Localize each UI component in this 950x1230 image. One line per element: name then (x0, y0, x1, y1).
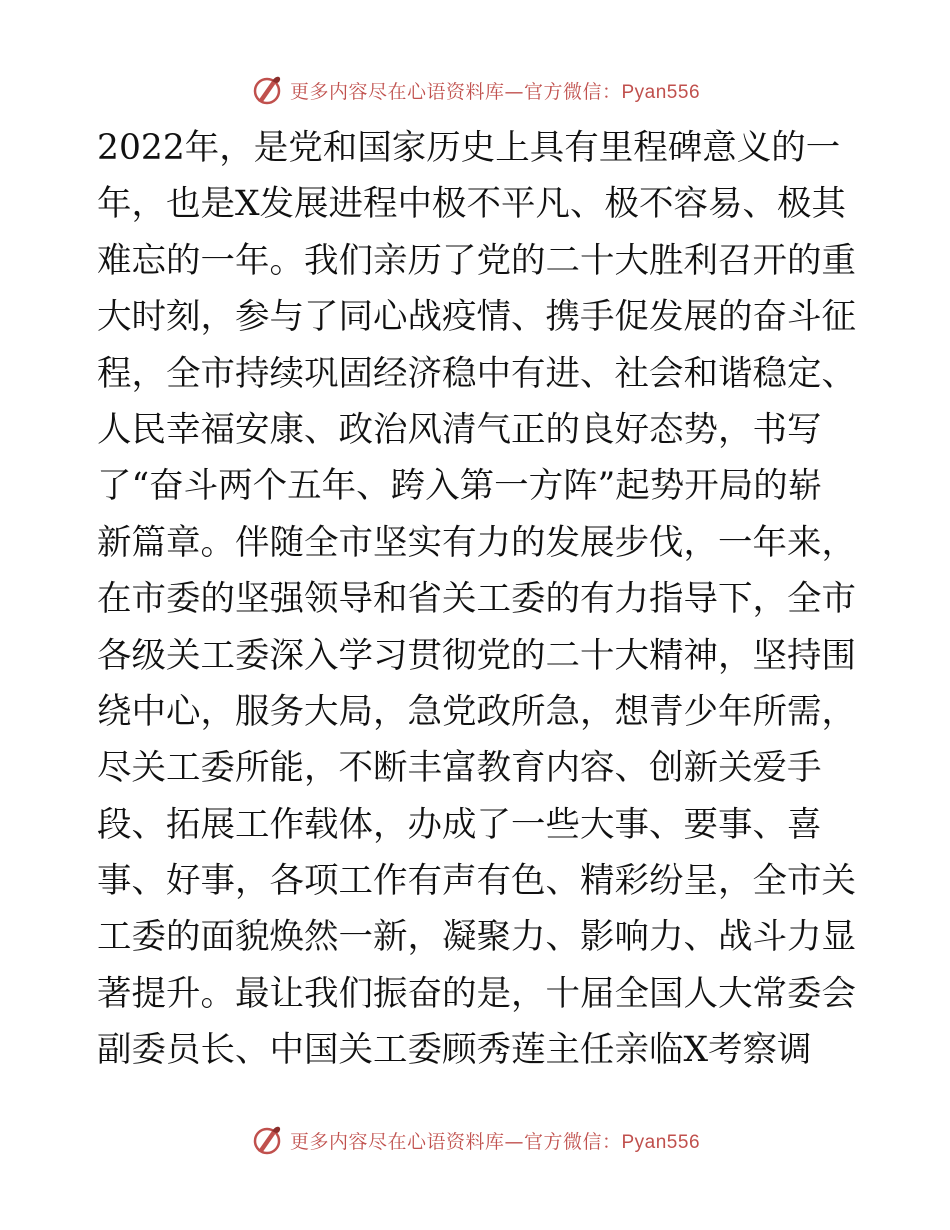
text-line: 工委的面貌焕然一新，凝聚力、影响力、战斗力显 (97, 917, 856, 958)
text-line: 段、拓展工作载体，办成了一些大事、要事、喜 (97, 804, 822, 845)
watermark-brand: 更多内容尽在心语资料库 (289, 1130, 505, 1153)
quill-pen-logo-icon (250, 1123, 284, 1157)
text-line: 程，全市持续巩固经济稳中有进、社会和谐稳定、 (97, 353, 856, 394)
text-line: 新篇章。伴随全市坚实有力的发展步伐，一年来， (97, 522, 856, 563)
watermark-channel: 官方微信： (523, 80, 622, 103)
watermark-text (290, 1127, 700, 1154)
document-body (97, 120, 856, 1079)
text-line: 2022年，是党和国家历史上具有里程碑意义的一 (97, 128, 841, 168)
text-line: 著提升。最让我们振奋的是，十届全国人大常委会 (97, 973, 856, 1014)
watermark-separator: — (504, 1130, 524, 1153)
header-watermark (0, 70, 950, 110)
text-line: 各级关工委深入学习贯彻党的二十大精神，坚持围 (97, 635, 856, 676)
text-line: 副委员长、中国关工委顾秀莲主任亲临X考察调 (97, 1030, 812, 1071)
text-line: 在市委的坚强领导和省关工委的有力指导下，全市 (97, 579, 856, 620)
text-line: 大时刻，参与了同心战疫情、携手促发展的奋斗征 (97, 297, 856, 338)
text-line: 绕中心，服务大局，急党政所急，想青少年所需， (97, 691, 856, 732)
text-line: 年，也是X发展进程中极不平凡、极不容易、极其 (97, 184, 847, 225)
quill-pen-logo-icon (250, 73, 284, 107)
text-line: 难忘的一年。我们亲历了党的二十大胜利召开的重 (97, 240, 856, 281)
text-line: 尽关工委所能，不断丰富教育内容、创新关爱手 (97, 748, 822, 789)
watermark-text (290, 77, 700, 104)
watermark-handle: Pyan556 (621, 81, 701, 103)
text-line: 了“奋斗两个五年、跨入第一方阵”起势开局的崭 (97, 466, 823, 507)
watermark-channel: 官方微信： (523, 1130, 622, 1153)
watermark-brand: 更多内容尽在心语资料库 (289, 80, 505, 103)
text-line: 人民幸福安康、政治风清气正的良好态势，书写 (97, 409, 822, 450)
watermark-handle: Pyan556 (621, 1131, 701, 1153)
text-line: 事、好事，各项工作有声有色、精彩纷呈，全市关 (97, 861, 856, 902)
watermark-separator: — (504, 80, 524, 103)
footer-watermark (0, 1120, 950, 1160)
